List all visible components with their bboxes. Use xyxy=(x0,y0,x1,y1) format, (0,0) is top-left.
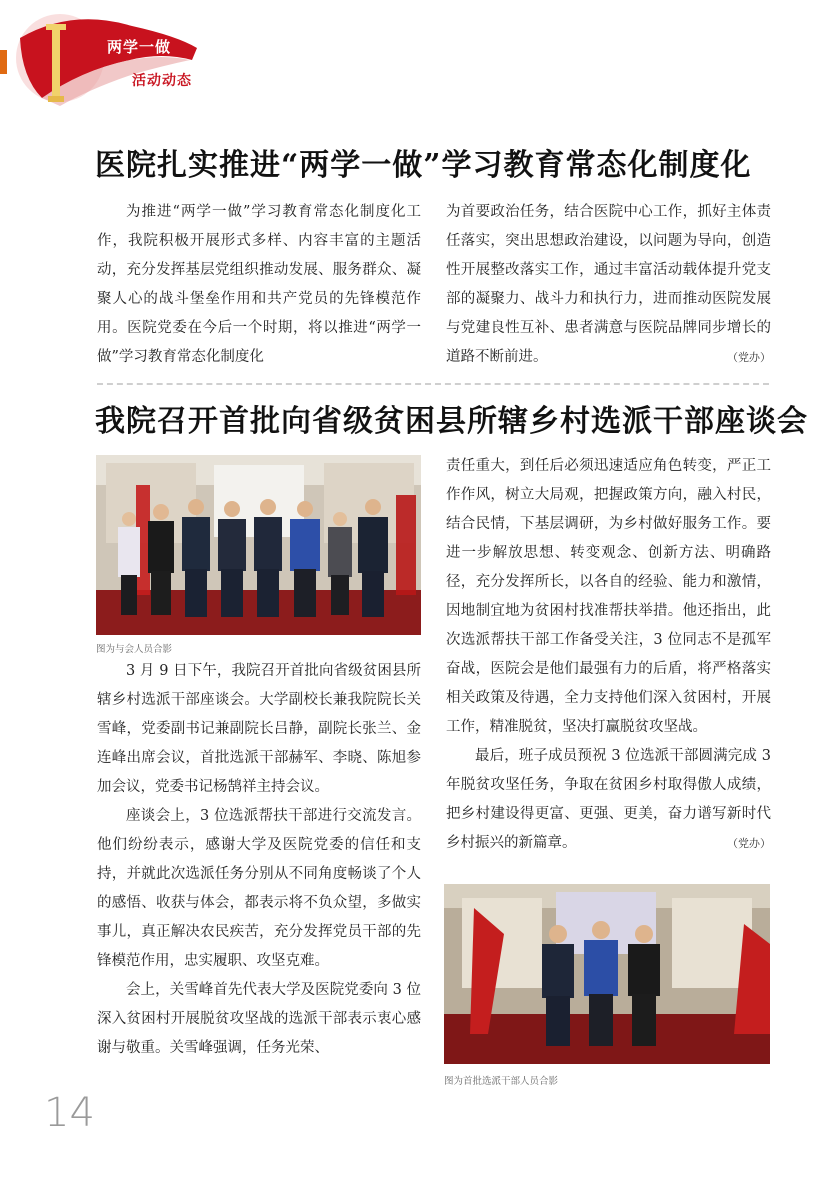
page-number: 14 xyxy=(44,1090,95,1136)
group-photo-caption: 图为与会人员合影 xyxy=(96,644,173,655)
group-photo-image xyxy=(96,455,421,635)
section-badge xyxy=(12,8,202,108)
article2-column-right xyxy=(446,452,771,858)
group-photo xyxy=(96,455,421,635)
article2-left-paragraph-2: 座谈会上，3 位选派帮扶干部进行交流发言。他们纷纷表示，感谢大学及医院党委的信任和支持，并就此次选派任务分别从不同角度畅谈了个人的感悟、收获与体会，都表示将不负众望，多做实事儿，真正解决农民疾苦，充分发挥党员干部的先锋模范作用，忠实履职、攻坚克难。 xyxy=(97,808,421,969)
article1-title: 医院扎实推进“两学一做”学习教育常态化制度化 xyxy=(95,148,752,183)
cadres-photo xyxy=(444,884,770,1064)
article2-right-paragraph-2 xyxy=(446,742,771,858)
cadres-photo-image xyxy=(444,884,770,1064)
badge-ribbon-icon xyxy=(12,8,202,108)
article2-column-left xyxy=(97,657,421,1063)
article2-right-paragraph-2-body: 最后，班子成员预祝 3 位选派干部圆满完成 3 年脱贫攻坚任务，争取在贫困乡村取得傲人成绩，把乡村建设得更富、更强、更美，奋力谱写新时代乡村振兴的新篇章。 xyxy=(446,748,771,851)
article2-title: 我院召开首批向省级贫困县所辖乡村选派干部座谈会 xyxy=(95,404,808,439)
badge-title: 两学一做 xyxy=(107,38,172,56)
article1-text-right-body: 为首要政治任务，结合医院中心工作，抓好主体责任落实，突出思想政治建设，以问题为导向，创造性开展整改落实工作，通过丰富活动载体提升党支部的凝聚力、战斗力和执行力，进而推动医院发展与党建良性互补、患者满意与医院品牌同步增长的道路不断前进。 xyxy=(446,204,771,365)
page-edge-marker xyxy=(0,50,7,74)
article2-right-paragraph-1: 责任重大，到任后必须迅速适应角色转变，严正工作作风，树立大局观，把握政策方向，融入村民，结合民情，下基层调研，为乡村做好服务工作。要进一步解放思想、转变观念、创新方法、明确路径，充分发挥所长，以各自的经验、能力和激情，因地制宜地为贫困村找准帮扶举措。他还指出，此次选派帮扶干部工作备受关注，3 位同志不是孤军奋战，医院会是他们最强有力的后盾，将严格落实相关政策及待遇，全力支持他们深入贫困村，开展工作，精准脱贫，坚决打赢脱贫攻坚战。 xyxy=(446,458,771,735)
badge-subtitle: 活动动态 xyxy=(132,73,192,89)
article2-left-paragraph-1: 3 月 9 日下午，我院召开首批向省级贫困县所辖乡村选派干部座谈会。大学副校长兼我院院长关雪峰，党委副书记兼副院长吕静，副院长张兰、金连峰出席会议，首批选派干部赫军、李晓、陈旭参加会议，党委书记杨鹄祥主持会议。 xyxy=(97,663,421,795)
article2-left-paragraph-3: 会上，关雪峰首先代表大学及医院党委向 3 位深入贫困村开展脱贫攻坚战的选派干部表示衷心感谢与敬重。关雪峰强调，任务光荣、 xyxy=(97,982,421,1056)
article1-text-left: 为推进“两学一做”学习教育常态化制度化工作，我院积极开展形式多样、内容丰富的主题活动，充分发挥基层党组织推动发展、服务群众、凝聚人心的战斗堡垒作用和共产党员的先锋模范作用。医院党委在今后一个时期，将以推进“两学一做”学习教育常态化制度化 xyxy=(97,204,421,365)
article1-column-right xyxy=(446,198,771,372)
article-divider xyxy=(97,383,769,385)
article2-source: （党办） xyxy=(727,837,771,850)
article1-source: （党办） xyxy=(727,351,771,364)
cadres-photo-caption: 图为首批选派干部人员合影 xyxy=(444,1076,559,1087)
article1-column-left xyxy=(97,198,421,372)
article1-text-right xyxy=(446,198,771,372)
